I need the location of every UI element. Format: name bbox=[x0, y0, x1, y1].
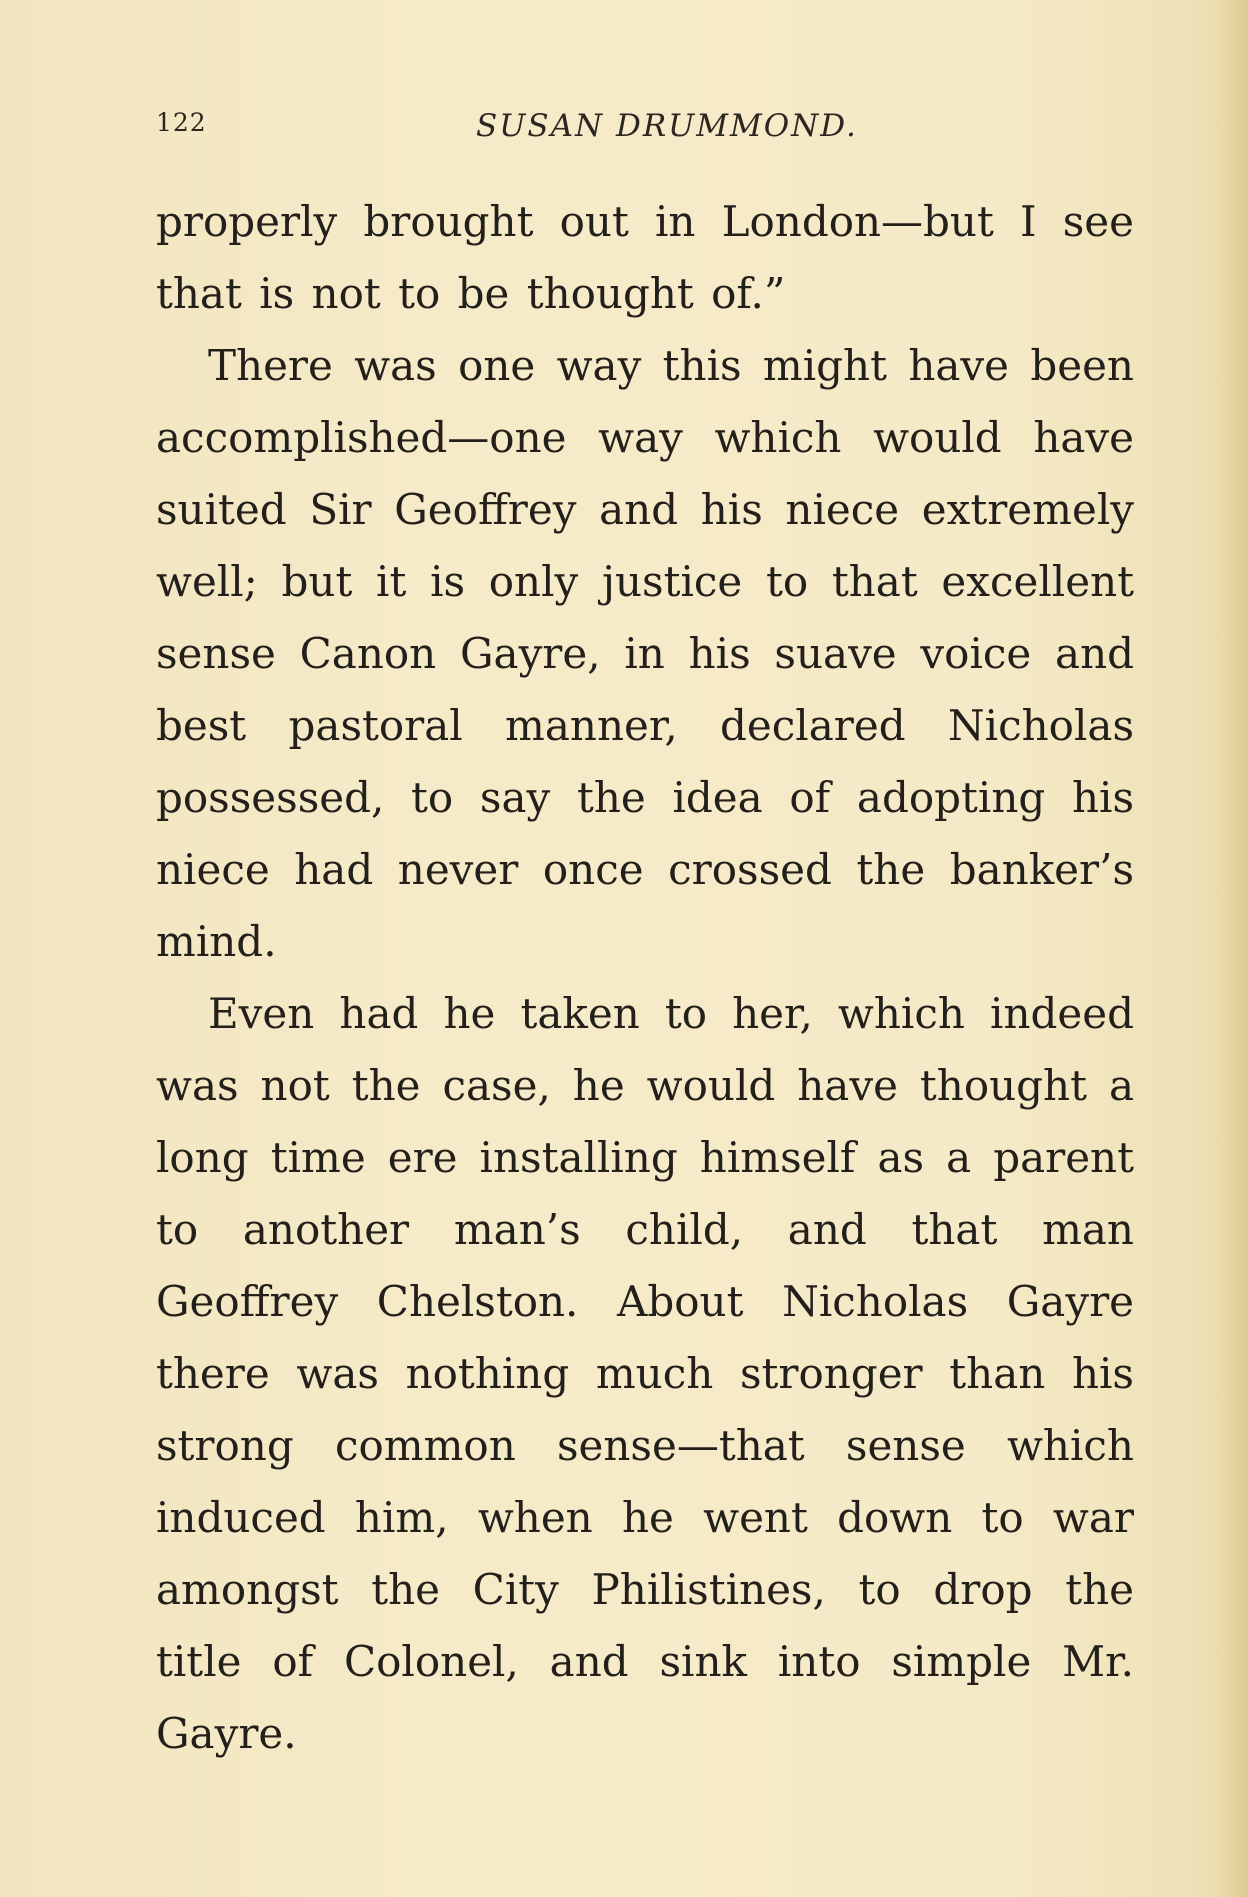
paragraph: Even had he taken to her, which indeed was not the case, he would have thought a long time ere installing himself as a parent to another man’s child, and that man Geoffrey Chelston. About Nicholas Gayre there was nothing much stronger than his strong common sense—that sense which induced him, when he went down to war amongst the City Philistines, to drop the title of Colonel, and sink into simple Mr. Gayre. bbox=[156, 989, 1134, 1758]
running-title: SUSAN DRUMMOND. bbox=[476, 108, 858, 144]
page-number: 122 bbox=[156, 108, 207, 137]
body-text bbox=[156, 186, 1134, 1770]
running-head bbox=[156, 108, 1130, 148]
paragraph-continued: properly brought out in London—but I see that is not to be thought of.” bbox=[156, 197, 1134, 318]
paragraph: There was one way this might have been accomplished—one way which would have suited Sir Geoffrey and his niece extremely well; but it is only justice to that excellent sense Canon Gayre, in his suave voice and best pastoral manner, declared Nicholas possessed, to say the idea of adopting his niece had never once crossed the banker’s mind. bbox=[156, 341, 1134, 966]
